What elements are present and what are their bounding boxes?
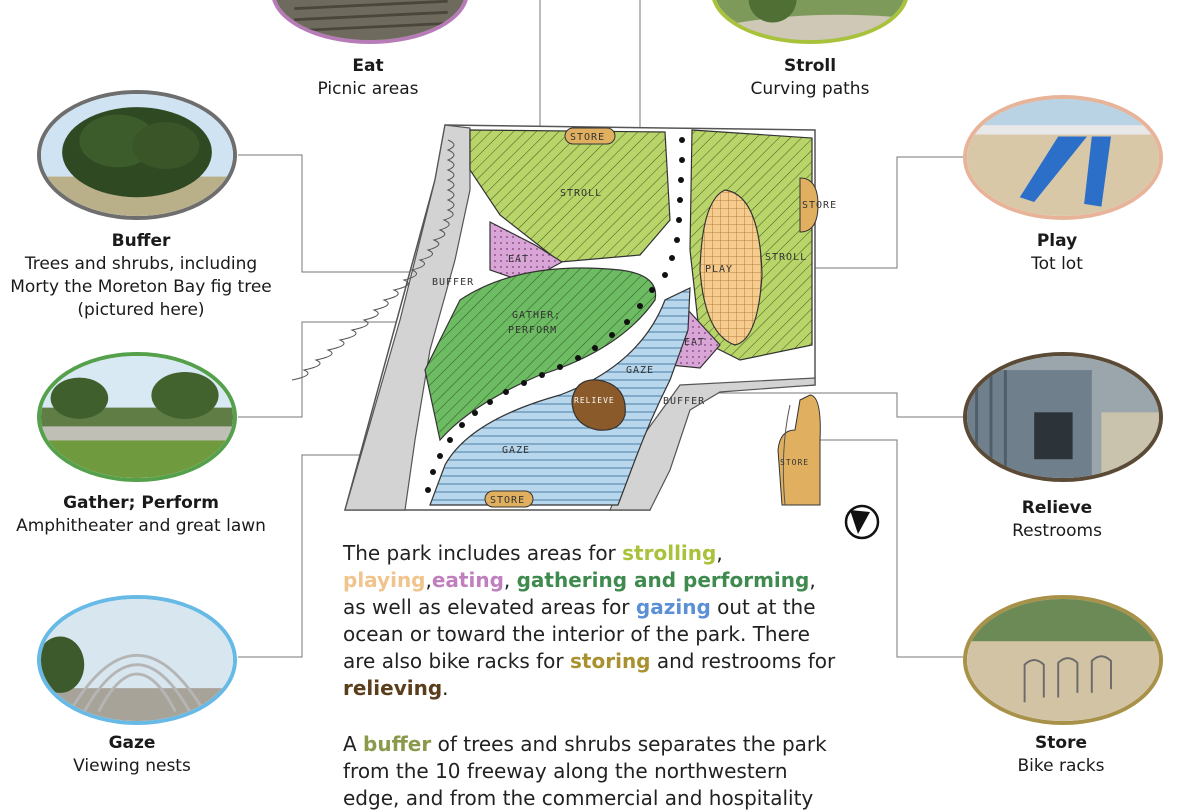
paragraph1-segment: relieving xyxy=(343,676,443,700)
relieve-desc: Restrooms xyxy=(1012,521,1102,541)
relieve-title: Relieve xyxy=(1021,498,1093,518)
stroll-title: Stroll xyxy=(783,56,837,76)
paragraph2-segment: buffer xyxy=(363,732,432,756)
paragraph1-segment: eating xyxy=(431,568,504,592)
paragraph1-segment: , xyxy=(716,541,723,565)
paragraph1-segment: storing xyxy=(570,649,651,673)
plan-label-eat-right: EAT xyxy=(684,337,706,348)
plan-label-play: PLAY xyxy=(705,264,734,275)
paragraph1-segment: , as well as elevated areas for xyxy=(343,568,816,619)
play-title: Play xyxy=(1036,231,1078,251)
paragraph1-segment: strolling xyxy=(622,541,717,565)
gather-title: Gather; Perform xyxy=(63,493,219,513)
paragraph-2-text xyxy=(343,732,827,810)
store-title: Store xyxy=(1035,733,1087,753)
paragraph1-segment: playing xyxy=(343,568,426,592)
eat-title: Eat xyxy=(352,56,384,76)
paragraph-1-text xyxy=(343,541,835,700)
eat-desc: Picnic areas xyxy=(317,79,419,99)
gaze-desc: Viewing nests xyxy=(73,756,191,776)
north-arrow-icon xyxy=(846,506,878,538)
buffer-title: Buffer xyxy=(111,231,171,251)
plan-label-store-detached: STORE xyxy=(780,458,810,467)
paragraph1-segment: gazing xyxy=(635,595,711,619)
plan-label-relieve: RELIEVE xyxy=(574,396,615,405)
paragraph1-segment: The park includes areas for xyxy=(343,541,623,565)
store-desc: Bike racks xyxy=(1017,756,1105,776)
stroll-desc: Curving paths xyxy=(750,79,870,99)
plan-label-stroll-right: STROLL xyxy=(765,252,808,263)
plan-label-buffer-left: BUFFER xyxy=(432,277,475,288)
paragraph-1 xyxy=(343,540,843,702)
paragraph1-segment: , xyxy=(503,568,517,592)
plan-label-perform: PERFORM xyxy=(508,325,558,336)
plan-label-gaze-bottom: GAZE xyxy=(502,445,531,456)
paragraph1-segment: out at the ocean or toward the interior of the park. There are also bike racks for xyxy=(343,595,816,673)
gather-desc: Amphitheater and great lawn xyxy=(16,516,266,536)
gaze-title: Gaze xyxy=(108,733,156,753)
buffer-desc-line1: Trees and shrubs, including xyxy=(24,254,258,274)
plan-label-eat-left: EAT xyxy=(508,254,530,265)
buffer-desc-line3: (pictured here) xyxy=(77,300,205,320)
paragraph1-segment: and restrooms for xyxy=(650,649,836,673)
plan-label-store-right: STORE xyxy=(802,200,838,211)
plan-label-gather: GATHER; xyxy=(512,310,562,321)
paragraph1-segment: . xyxy=(442,676,449,700)
paragraph1-segment: gathering and performing xyxy=(516,568,810,592)
plan-label-store-top: STORE xyxy=(570,132,606,143)
paragraph2-segment: of trees and shrubs separates the park from the 10 freeway along the northwestern edge, and from the commercial and hospitality xyxy=(343,732,827,810)
buffer-desc-line2: Morty the Moreton Bay fig tree xyxy=(10,277,272,297)
play-desc: Tot lot xyxy=(1031,254,1083,274)
paragraph2-segment: A xyxy=(343,732,364,756)
paragraph1-segment: , xyxy=(425,568,432,592)
plan-label-buffer-right: BUFFER xyxy=(663,396,706,407)
plan-label-stroll-left: STROLL xyxy=(560,188,603,199)
plan-label-store-bottom: STORE xyxy=(490,495,526,506)
plan-label-gaze-mid: GAZE xyxy=(626,365,655,376)
